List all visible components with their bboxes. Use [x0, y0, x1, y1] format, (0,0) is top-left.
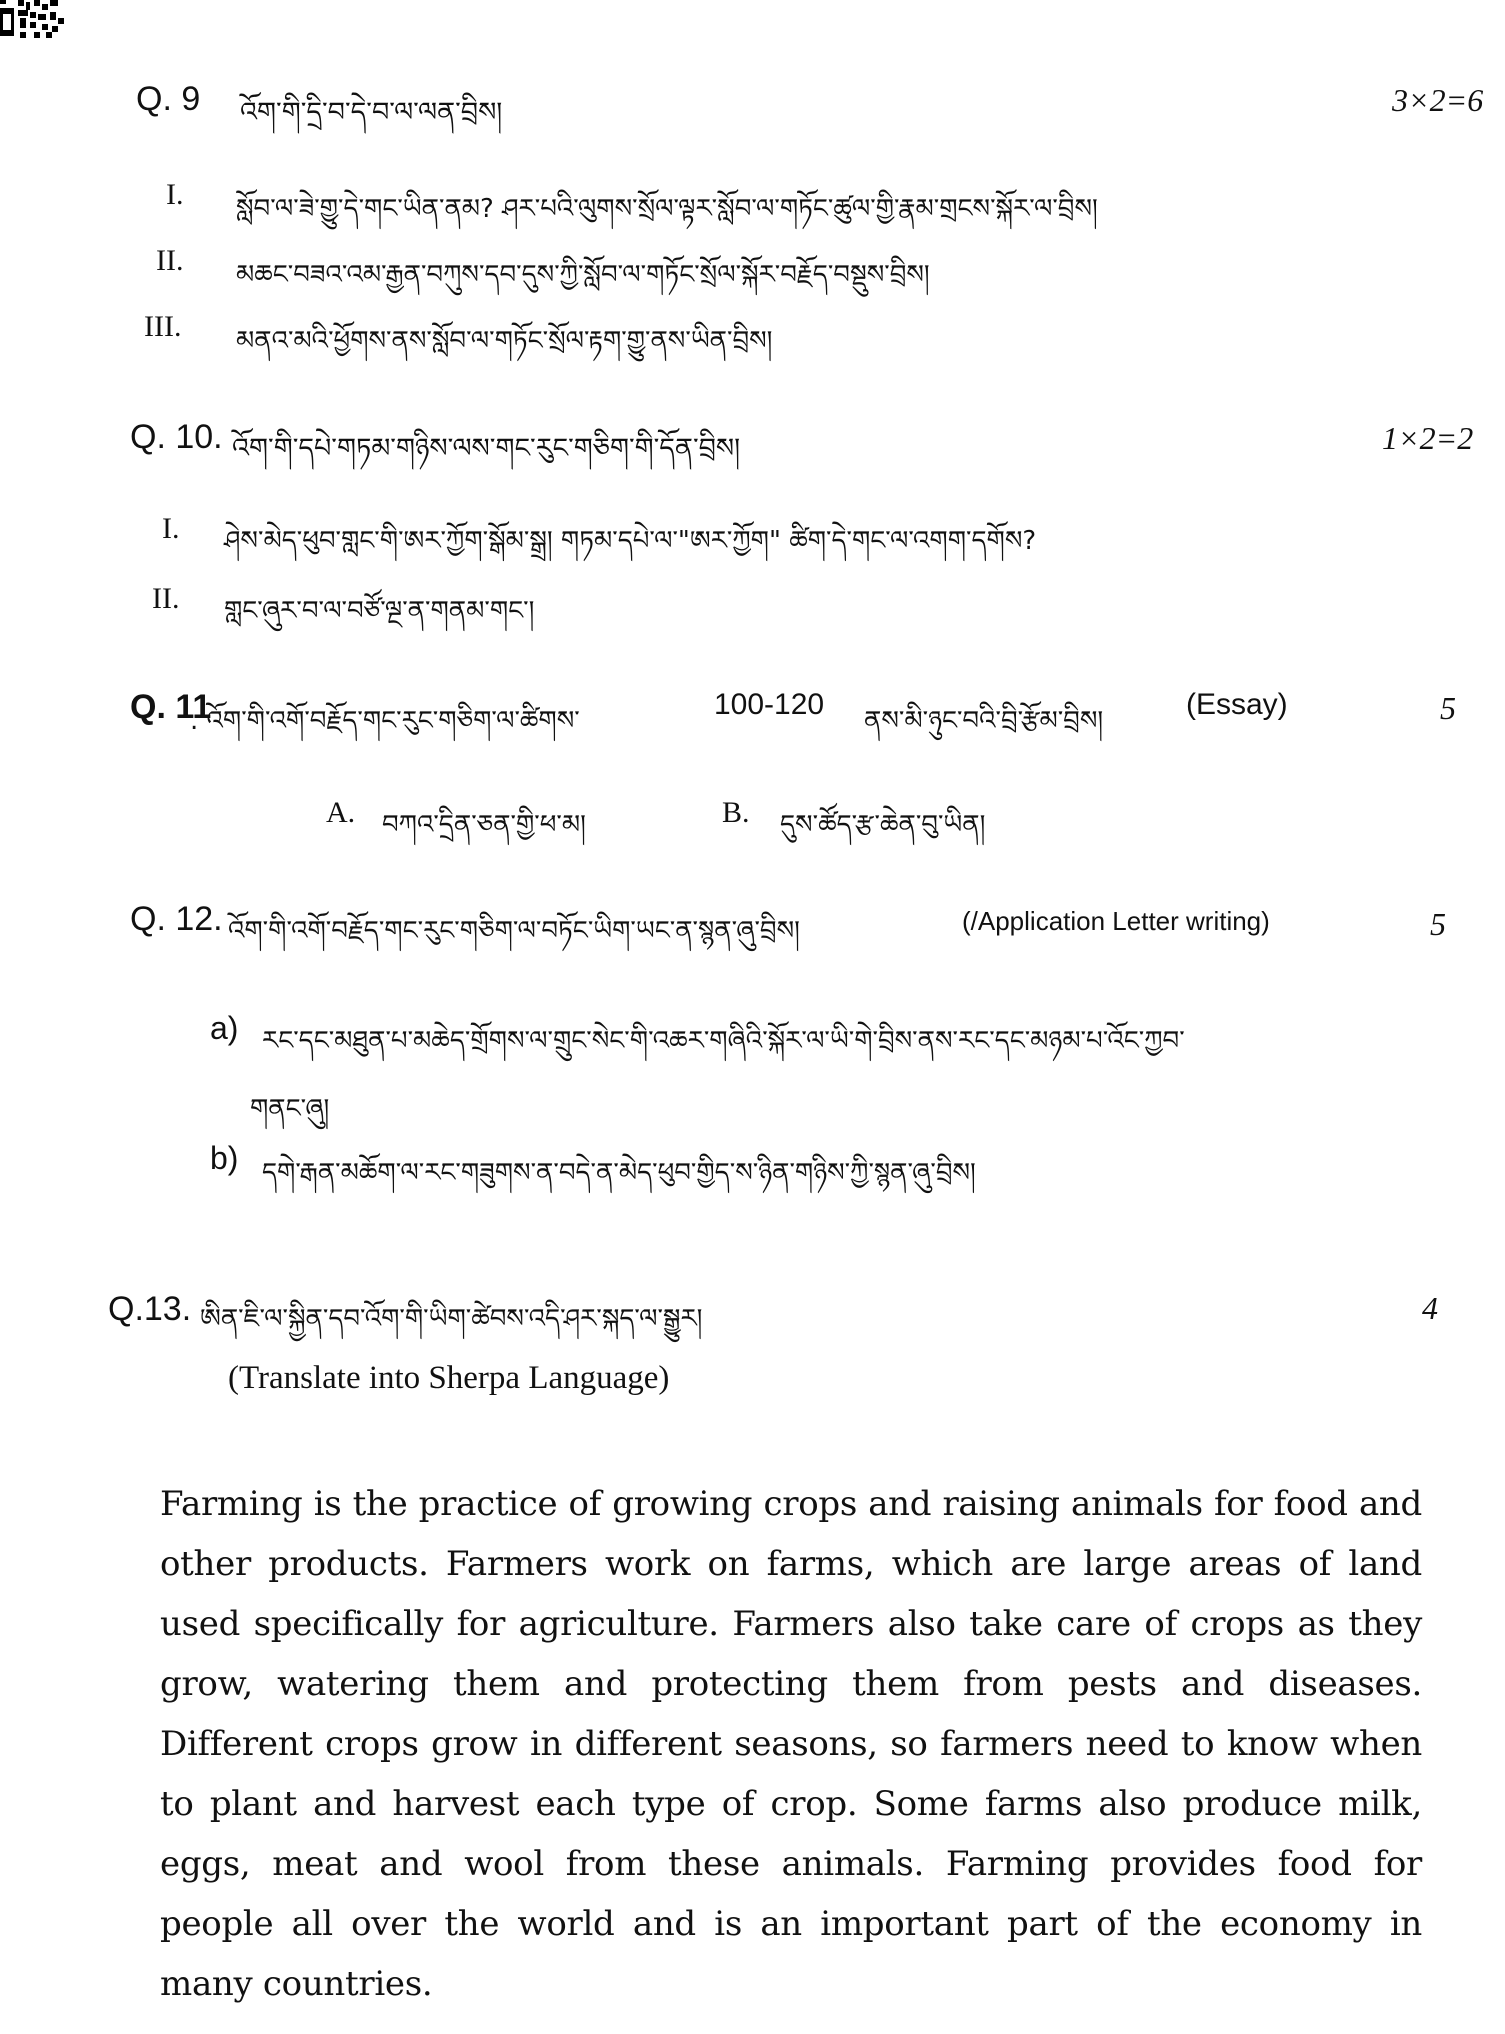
- qr-code-fragment: [0, 0, 64, 38]
- question-number: Q. 11: [130, 688, 212, 726]
- item-label: III.: [144, 310, 182, 343]
- item-label: II.: [156, 244, 184, 277]
- question-number: Q. 9: [136, 80, 201, 118]
- item-label: I.: [162, 512, 180, 545]
- question-number: Q.13.: [108, 1290, 192, 1328]
- item-label: a): [210, 1010, 239, 1046]
- question-instruction: འོག་གི་འགོ་བརྗོད་གང་རུང་གཅིག་ལ་བཏོང་ཡིག་ཡང་ན་སྙན་ཞུ་བྲིས།: [228, 916, 800, 946]
- english-hint: (Essay): [1186, 688, 1288, 721]
- item-text: གླང་ཞུར་བ་ལ་བཙོ་ལྔ་ན་གནམ་གང་།: [224, 596, 535, 626]
- option-label: A.: [326, 796, 356, 829]
- translate-instruction: (Translate into Sherpa Language): [228, 1360, 670, 1396]
- item-label: b): [210, 1140, 239, 1176]
- question-marks: 1×2=2: [1382, 420, 1474, 456]
- item-label: II.: [152, 582, 180, 615]
- item-text: མནའ་མའི་ཕྱོགས་ནས་སློབ་ལ་གཏོང་སྲོལ་རྟག་གྱུ་ནས་ཡིན་བྲིས།: [236, 326, 773, 356]
- question-instruction: ཨིན་ཇི་ལ་སྐྱིན་དབ་འོག་གི་ཡིག་ཚེབས་འདི་ཤར་སྐད་ལ་སྒྱུར།: [200, 1304, 703, 1334]
- item-text-continued: གནང་ཞུ།: [250, 1094, 330, 1124]
- option-text: དུས་ཚོད་རྩ་ཆེན་བུ་ཡིན།: [780, 810, 986, 840]
- item-text: ཤེས་མེད་ཕུབ་གླང་གི་ཨར་ཀྱོག་སྒོམ་སྒྲ། གཏམ་དཔེ་ལ་"ཨར་ཀྱོག" ཚིག་དེ་གང་ལ་འགག་དགོས?: [224, 526, 1037, 556]
- item-text: སློབ་ལ་ཟེ་གྱུ་དེ་གང་ཡིན་ནམ? ཤར་པའི་ལུགས་སྲོལ་ལྟར་སློབ་ལ་གཏོང་ཚུལ་གྱི་རྣམ་གྲངས་སྐོར་ལ་བྲིས།: [236, 194, 1098, 224]
- item-text: དགེ་རྒན་མཆོག་ལ་རང་གཟུགས་ན་བདེ་ན་མེད་ཕུབ་གྱིད་ས་ཉིན་གཉིས་ཀྱི་སྙན་ཞུ་བྲིས།: [262, 1158, 976, 1188]
- question-instruction: འོག་གི་དཔེ་གཏམ་གཉིས་ལས་གང་རུང་གཅིག་གི་དོན་བྲིས།: [232, 433, 741, 464]
- question-number: Q. 10.: [130, 418, 223, 456]
- item-text: མཆང་བཟའ་འམ་རྒྱན་བཀུས་དབ་དུས་ཀྱི་སློབ་ལ་གཏོང་སྲོལ་སྐོར་བརྗོད་བསྡུས་བྲིས།: [236, 260, 930, 290]
- question-instruction-continued: ནས་མི་ཉུང་བའི་བྲི་རྩོམ་བྲིས།: [864, 706, 1104, 736]
- english-hint: (/Application Letter writing): [962, 906, 1270, 936]
- option-label: B.: [722, 796, 750, 829]
- item-label: I.: [166, 178, 184, 211]
- question-number: Q. 12.: [130, 900, 223, 938]
- item-text: རང་དང་མཐུན་པ་མཆེད་གྲོགས་ལ་གྲུང་སེང་གི་འཆར་གཞིའི་སྐོར་ལ་ཡི་གེ་བྲིས་ནས་རང་དང་མཉམ་པ་འོང་ཀྱབ་: [262, 1026, 1185, 1056]
- question-marks: 3×2=6: [1392, 82, 1484, 118]
- question-marks: 5: [1440, 690, 1456, 726]
- word-range: 100-120: [714, 688, 825, 721]
- translation-passage: Farming is the practice of growing crops and raising animals for food and other products. Farmers work on farms, which are large areas of land used specifically for agriculture. Farmers also take care of crops as they grow, watering them and protecting them from pests and diseases. Different crops grow in different seasons, so farmers need to know when to plant and harvest each type of crop. Some farms also produce milk, eggs, meat and wool from these animals. Farming provides food for people all over the world and is an important part of the economy in many countries.: [160, 1484, 1422, 2004]
- question-instruction: འོག་གི་དྲི་བ་དེ་བ་ལ་ལན་བྲིས།: [240, 97, 503, 128]
- question-marks: 5: [1430, 906, 1446, 942]
- option-text: བཀའ་དྲིན་ཅན་གྱི་ཕ་མ།: [382, 810, 586, 840]
- question-marks: 4: [1422, 1290, 1438, 1326]
- question-instruction: . འོག་གི་འགོ་བརྗོད་གང་རུང་གཅིག་ལ་ཚིགས་: [190, 706, 580, 736]
